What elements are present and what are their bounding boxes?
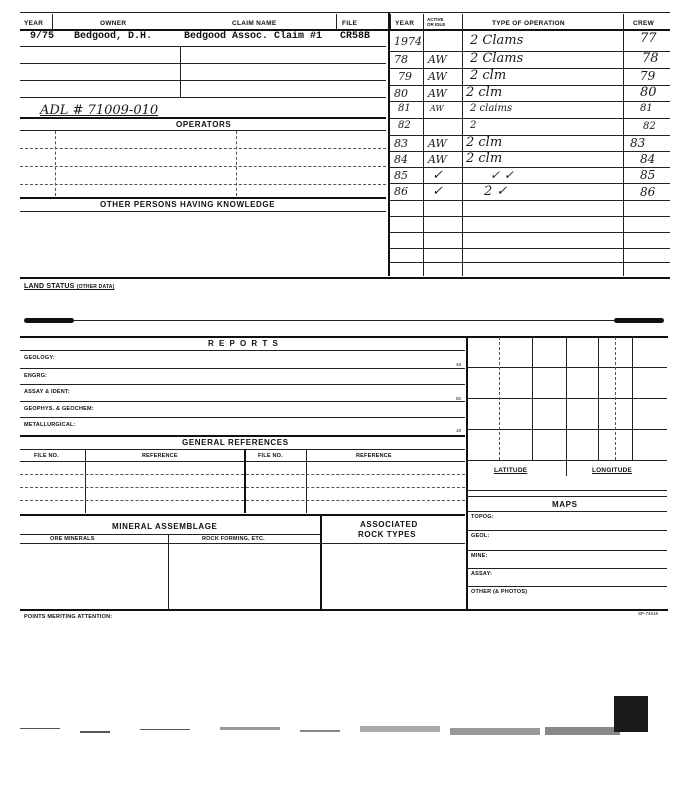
mineral-ore-minerals: ORE MINERALS — [50, 536, 95, 542]
redaction-mark-right — [614, 318, 664, 323]
report-metallurgical: METALLURGICAL: — [24, 422, 76, 428]
header-type-of-operation: TYPE OF OPERATION — [492, 20, 565, 27]
coord-longitude: LONGITUDE — [592, 467, 633, 474]
section-maps: MAPS — [552, 500, 578, 509]
header-or-idle: OR IDLE — [427, 22, 446, 27]
scan-artifact-block — [614, 696, 648, 732]
ref-reference-2: REFERENCE — [356, 453, 392, 459]
report-num-18: 18 — [456, 428, 462, 433]
claim-name: Bedgood Assoc. Claim #1 — [184, 31, 323, 42]
report-assay: ASSAY & IDENT: — [24, 389, 70, 395]
coord-latitude: LATITUDE — [494, 467, 528, 474]
map-mine: MINE: — [471, 553, 488, 559]
points-meriting-attention: POINTS MERITING ATTENTION: — [24, 614, 113, 620]
header-crew: CREW — [633, 20, 655, 27]
redaction-mark-left — [24, 318, 74, 323]
header-active: ACTIVE — [427, 17, 444, 22]
report-geology: GEOLOGY: — [24, 355, 55, 361]
scan-noise-band — [20, 725, 620, 739]
map-geol: GEOL: — [471, 533, 490, 539]
section-other-persons: OTHER PERSONS HAVING KNOWLEDGE — [100, 200, 276, 209]
ref-reference-1: REFERENCE — [142, 453, 178, 459]
section-associated-2: ROCK TYPES — [358, 530, 417, 539]
map-topog: TOPOG: — [471, 514, 494, 520]
top-border — [20, 12, 670, 13]
mineral-rock-forming: ROCK FORMING, ETC. — [202, 536, 265, 542]
header-year: YEAR — [24, 20, 44, 27]
report-geophys: GEOPHYS. & GEOCHEM: — [24, 406, 94, 412]
map-other: OTHER (& PHOTOS) — [471, 589, 528, 595]
header-file: FILE — [342, 20, 358, 27]
report-engrg: ENGRG: — [24, 373, 48, 379]
header-claim-name: CLAIM NAME — [232, 20, 277, 27]
header-owner: OWNER — [100, 20, 127, 27]
map-assay: ASSAY: — [471, 571, 493, 577]
form-number: SP-74618 — [638, 611, 659, 616]
ref-file-no-1: FILE NO. — [34, 453, 59, 459]
claim-owner: Bedgood, D.H. — [74, 31, 153, 42]
section-general-references: GENERAL REFERENCES — [182, 438, 289, 447]
section-operators: OPERATORS — [176, 120, 232, 129]
section-mineral-assemblage: MINERAL ASSEMBLAGE — [112, 522, 218, 531]
claim-file: CR58B — [340, 31, 371, 42]
ref-file-no-2: FILE NO. — [258, 453, 283, 459]
adl-number: ADL # 71009-010 — [40, 103, 159, 118]
claim-year: 9/75 — [30, 31, 55, 42]
report-num-50: 50 — [456, 396, 462, 401]
section-associated-1: ASSOCIATED — [360, 520, 418, 529]
section-land-status: LAND STATUS (OTHER DATA) — [24, 283, 115, 290]
report-num-48: 48 — [456, 362, 462, 367]
section-reports: R E P O R T S — [208, 339, 280, 348]
header-year-ops: YEAR — [395, 20, 415, 27]
